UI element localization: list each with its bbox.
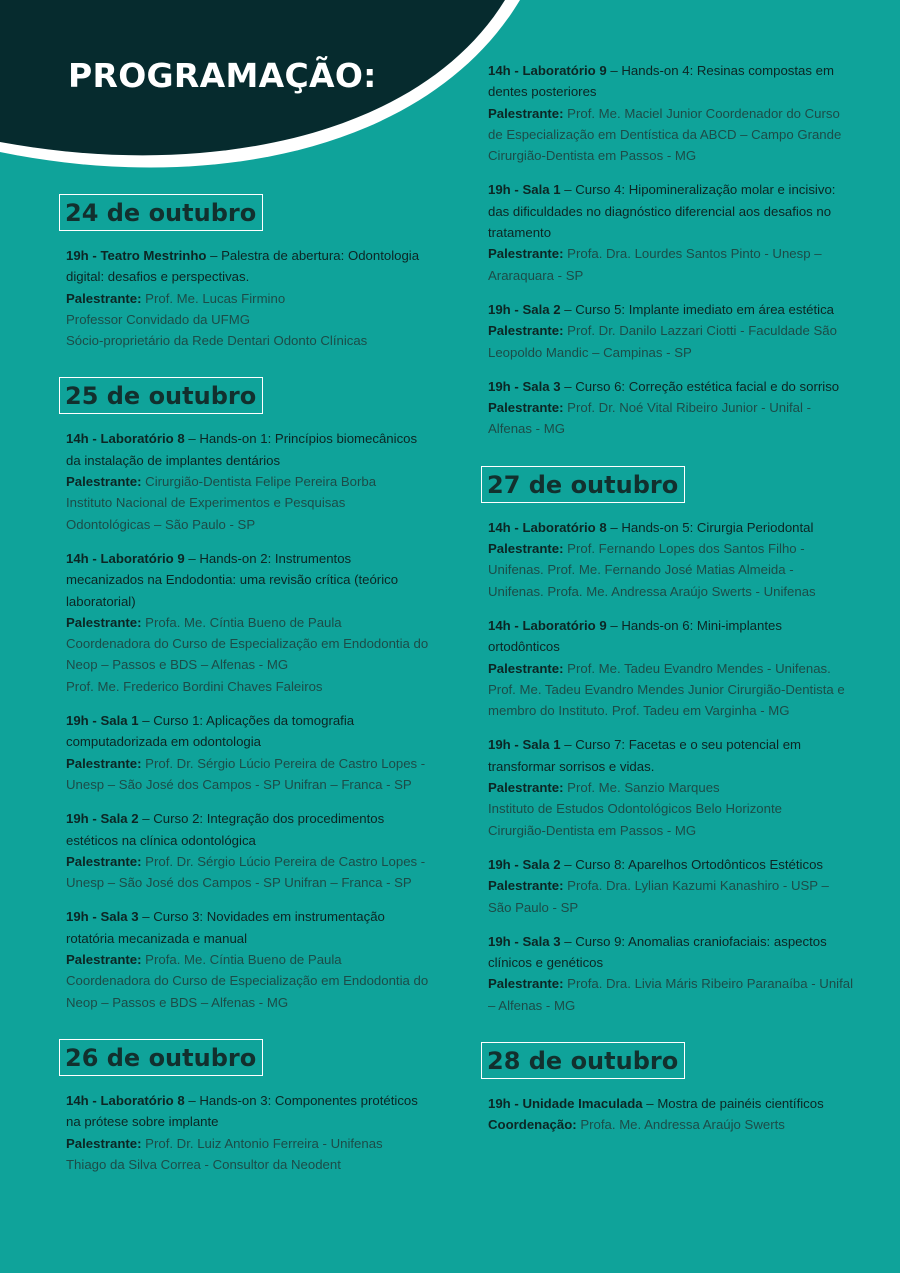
event-time-location: 19h - Teatro Mestrinho bbox=[66, 248, 207, 263]
speaker-name: Prof. Me. Lucas Firmino bbox=[145, 290, 286, 306]
event-separator: – bbox=[606, 63, 622, 78]
speaker-name: Cirurgião-Dentista Felipe Pereira Borba bbox=[145, 474, 377, 490]
speaker-name: Profa. Me. Andressa Araújo Swerts bbox=[580, 1117, 785, 1133]
speaker-label: Palestrante: bbox=[66, 474, 142, 490]
event-heading-line bbox=[488, 517, 853, 538]
schedule-column-right bbox=[481, 60, 853, 1162]
event-description: Mostra de painéis científicos bbox=[657, 1095, 824, 1111]
event-item bbox=[59, 808, 431, 893]
speaker-name: Prof. Me. Tadeu Evandro Mendes - Unifenas. Prof. Me. Tadeu Evandro Mendes Junior Cirurgião-Dentista e membro do Instituto. Prof. Tadeu em Varginha - MG bbox=[488, 660, 845, 719]
event-item bbox=[481, 854, 853, 918]
schedule-column-left bbox=[59, 194, 431, 1201]
day-section bbox=[481, 1042, 853, 1136]
event-item bbox=[481, 179, 853, 285]
event-speaker-line bbox=[488, 658, 853, 722]
speaker-label: Palestrante: bbox=[66, 1135, 142, 1151]
event-speaker-line bbox=[66, 471, 431, 492]
event-time-location: 14h - Laboratório 9 bbox=[488, 63, 607, 78]
speaker-affiliation: Prof. Me. Frederico Bordini Chaves Faleiros bbox=[66, 678, 323, 694]
event-time-location: 19h - Sala 3 bbox=[488, 378, 561, 394]
event-time-location: 19h - Unidade Imaculada bbox=[488, 1095, 643, 1111]
speaker-name: Profa. Me. Cíntia Bueno de Paula bbox=[145, 614, 342, 630]
event-description: Hands-on 2: Instrumentos mecanizados na Endodontia: uma revisão crítica (teórico laboratorial) bbox=[66, 550, 399, 609]
speaker-name: Prof. Dr. Noé Vital Ribeiro Junior - Unifal - Alfenas - MG bbox=[488, 400, 811, 437]
event-description: Curso 4: Hipomineralização molar e incisivo: das dificuldades no diagnóstico diferencial aos desafios no tratamento bbox=[488, 182, 836, 241]
event-heading-line bbox=[66, 428, 431, 471]
speaker-name: Profa. Dra. Lourdes Santos Pinto - Unesp – Araraquara - SP bbox=[488, 246, 822, 283]
speaker-affiliation: Cirurgião-Dentista em Passos - MG bbox=[488, 822, 697, 838]
event-separator: – bbox=[560, 301, 576, 317]
event-time-location: 19h - Sala 1 bbox=[488, 182, 561, 198]
event-separator: – bbox=[560, 378, 576, 394]
event-separator: – bbox=[560, 856, 576, 872]
event-item bbox=[481, 931, 853, 1016]
event-heading-line bbox=[488, 179, 853, 243]
event-separator: – bbox=[138, 811, 154, 827]
speaker-name: Prof. Dr. Sérgio Lúcio Pereira de Castro Lopes - Unesp – São José dos Campos - SP Unifran – Franca - SP bbox=[66, 853, 426, 891]
speaker-name: Prof. Me. Sanzio Marques bbox=[567, 780, 720, 796]
event-description: Hands-on 3: Componentes protéticos na prótese sobre implante bbox=[66, 1092, 418, 1130]
speaker-name: Profa. Dra. Lylian Kazumi Kanashiro - USP – São Paulo - SP bbox=[488, 878, 829, 915]
speaker-label: Palestrante: bbox=[488, 246, 564, 262]
speaker-label: Palestrante: bbox=[66, 853, 142, 869]
event-heading-line bbox=[66, 808, 431, 851]
event-item bbox=[481, 60, 853, 166]
event-item bbox=[481, 376, 853, 440]
event-time-location: 19h - Sala 2 bbox=[488, 301, 561, 317]
event-item bbox=[481, 299, 853, 363]
event-time-location: 19h - Sala 1 bbox=[488, 737, 561, 753]
event-item bbox=[481, 734, 853, 840]
event-speaker-line bbox=[66, 288, 431, 309]
speaker-name: Prof. Me. Maciel Junior Coordenador do Curso de Especialização em Dentística da ABCD – Campo Grande Cirurgião-Dentista em Passos - MG bbox=[488, 105, 842, 164]
event-heading-line bbox=[488, 854, 853, 875]
event-speaker-line bbox=[488, 320, 853, 363]
day-section bbox=[481, 60, 853, 440]
day-section bbox=[59, 194, 431, 351]
event-item bbox=[59, 710, 431, 795]
event-speaker-line bbox=[66, 851, 431, 894]
event-separator: – bbox=[138, 909, 154, 925]
event-time-location: 19h - Sala 2 bbox=[66, 811, 139, 827]
speaker-name: Prof. Dr. Luiz Antonio Ferreira - Unifenas bbox=[145, 1135, 383, 1151]
speaker-name: Prof. Dr. Danilo Lazzari Ciotti - Faculdade São Leopoldo Mandic – Campinas - SP bbox=[488, 323, 837, 360]
event-description: Curso 2: Integração dos procedimentos estéticos na clínica odontológica bbox=[66, 811, 385, 848]
event-description: Curso 9: Anomalias craniofaciais: aspectos clínicos e genéticos bbox=[488, 933, 827, 971]
event-speaker-line bbox=[488, 1114, 853, 1135]
event-time-location: 14h - Laboratório 8 bbox=[66, 431, 185, 447]
event-heading-line bbox=[488, 376, 853, 397]
speaker-affiliation: Sócio-proprietário da Rede Dentari Odonto Clínicas bbox=[66, 333, 368, 349]
event-speaker-line bbox=[488, 973, 853, 1016]
event-heading-line bbox=[66, 1090, 431, 1133]
event-item bbox=[59, 245, 431, 351]
event-time-location: 19h - Sala 3 bbox=[488, 933, 561, 949]
speaker-name: Prof. Dr. Sérgio Lúcio Pereira de Castro Lopes - Unesp – São José dos Campos - SP Unifran – Franca - SP bbox=[66, 755, 426, 792]
day-title: 24 de outubro bbox=[59, 194, 263, 231]
event-heading-line bbox=[488, 931, 853, 974]
event-heading-line bbox=[66, 548, 431, 612]
speaker-label: Palestrante: bbox=[488, 780, 564, 796]
event-time-location: 19h - Sala 1 bbox=[66, 713, 139, 729]
event-description: Palestra de abertura: Odontologia digital: desafios e perspectivas. bbox=[66, 248, 420, 285]
event-item bbox=[59, 1090, 431, 1175]
speaker-label: Palestrante: bbox=[488, 878, 564, 894]
speaker-name: Prof. Fernando Lopes dos Santos Filho - Unifenas. Prof. Me. Fernando José Matias Almeida - Unifenas. Profa. Me. Andressa Araújo Swerts - Unifenas bbox=[488, 541, 816, 599]
event-speaker-line bbox=[66, 753, 431, 796]
event-separator: – bbox=[206, 248, 222, 263]
speaker-label: Palestrante: bbox=[66, 755, 142, 771]
event-speaker-line bbox=[488, 777, 853, 798]
event-description: Curso 5: Implante imediato em área estética bbox=[575, 301, 834, 317]
event-separator: – bbox=[184, 550, 200, 566]
event-separator: – bbox=[184, 1092, 200, 1108]
event-item bbox=[481, 517, 853, 602]
speaker-label: Coordenação: bbox=[488, 1117, 577, 1133]
event-speaker-line bbox=[488, 875, 853, 918]
event-description: Hands-on 5: Cirurgia Periodontal bbox=[621, 519, 814, 535]
event-speaker-line bbox=[66, 949, 431, 970]
event-separator: – bbox=[560, 737, 576, 753]
event-heading-line bbox=[488, 615, 853, 658]
event-time-location: 19h - Sala 3 bbox=[66, 909, 139, 925]
event-description: Curso 7: Facetas e o seu potencial em transformar sorrisos e vidas. bbox=[488, 737, 802, 774]
event-heading-line bbox=[488, 299, 853, 320]
speaker-name: Profa. Me. Cíntia Bueno de Paula bbox=[145, 952, 342, 968]
speaker-affiliation: Instituto de Estudos Odontológicos Belo Horizonte bbox=[488, 801, 782, 817]
event-item bbox=[59, 548, 431, 697]
event-heading-line bbox=[66, 245, 431, 288]
event-description: Curso 8: Aparelhos Ortodônticos Estéticos bbox=[575, 856, 824, 872]
event-speaker-line bbox=[66, 1133, 431, 1154]
speaker-affiliation: Instituto Nacional de Experimentos e Pesquisas Odontológicas – São Paulo - SP bbox=[66, 495, 346, 532]
event-separator: – bbox=[560, 933, 576, 949]
speaker-affiliation: Thiago da Silva Correa - Consultor da Neodent bbox=[66, 1156, 341, 1172]
speaker-label: Palestrante: bbox=[488, 976, 564, 992]
event-speaker-line bbox=[66, 612, 431, 633]
speaker-label: Palestrante: bbox=[66, 290, 142, 306]
event-separator: – bbox=[642, 1095, 658, 1111]
event-time-location: 19h - Sala 2 bbox=[488, 856, 561, 872]
event-separator: – bbox=[560, 182, 576, 198]
event-heading-line bbox=[66, 906, 431, 949]
speaker-label: Palestrante: bbox=[66, 614, 142, 630]
speaker-label: Palestrante: bbox=[488, 105, 564, 121]
event-description: Curso 3: Novidades em instrumentação rotatória mecanizada e manual bbox=[66, 909, 385, 946]
event-heading-line bbox=[66, 710, 431, 753]
event-description: Curso 1: Aplicações da tomografia computadorizada em odontologia bbox=[66, 713, 355, 750]
speaker-label: Palestrante: bbox=[488, 660, 564, 676]
day-title: 25 de outubro bbox=[59, 377, 263, 414]
event-separator: – bbox=[138, 713, 154, 729]
speaker-label: Palestrante: bbox=[488, 541, 564, 557]
speaker-affiliation: Coordenadora do Curso de Especialização em Endodontia do Neop – Passos e BDS – Alfenas - MG bbox=[66, 973, 429, 1010]
day-title: 26 de outubro bbox=[59, 1039, 263, 1076]
speaker-label: Palestrante: bbox=[488, 323, 564, 339]
event-description: Hands-on 6: Mini-implantes ortodônticos bbox=[488, 617, 782, 655]
day-section bbox=[59, 377, 431, 1012]
day-title: 27 de outubro bbox=[481, 466, 685, 503]
event-speaker-line bbox=[488, 538, 853, 602]
speaker-affiliation: Professor Convidado da UFMG bbox=[66, 311, 250, 327]
event-separator: – bbox=[606, 617, 622, 633]
event-item bbox=[59, 906, 431, 1012]
day-section bbox=[481, 466, 853, 1016]
speaker-label: Palestrante: bbox=[66, 952, 142, 968]
event-time-location: 14h - Laboratório 8 bbox=[66, 1092, 185, 1108]
event-time-location: 14h - Laboratório 8 bbox=[488, 519, 607, 535]
event-heading-line bbox=[488, 734, 853, 777]
event-separator: – bbox=[606, 519, 622, 535]
speaker-label: Palestrante: bbox=[488, 400, 564, 416]
event-speaker-line bbox=[488, 103, 853, 167]
speaker-affiliation: Coordenadora do Curso de Especialização em Endodontia do Neop – Passos e BDS – Alfenas - MG bbox=[66, 636, 429, 673]
event-item bbox=[481, 615, 853, 721]
event-time-location: 14h - Laboratório 9 bbox=[488, 617, 607, 633]
event-item bbox=[59, 428, 431, 534]
speaker-name: Profa. Dra. Livia Máris Ribeiro Paranaíba - Unifal – Alfenas - MG bbox=[488, 976, 854, 1013]
event-heading-line bbox=[488, 1093, 853, 1114]
event-description: Curso 6: Correção estética facial e do sorriso bbox=[575, 378, 840, 394]
event-description: Hands-on 1: Princípios biomecânicos da instalação de implantes dentários bbox=[66, 431, 418, 468]
event-heading-line bbox=[488, 60, 853, 103]
page-title: PROGRAMAÇÃO: bbox=[68, 56, 377, 95]
day-title: 28 de outubro bbox=[481, 1042, 685, 1079]
event-time-location: 14h - Laboratório 9 bbox=[66, 550, 185, 566]
event-separator: – bbox=[184, 431, 200, 447]
day-section bbox=[59, 1039, 431, 1175]
event-speaker-line bbox=[488, 243, 853, 286]
event-speaker-line bbox=[488, 397, 853, 440]
event-item bbox=[481, 1093, 853, 1136]
event-description: Hands-on 4: Resinas compostas em dentes posteriores bbox=[488, 63, 834, 100]
